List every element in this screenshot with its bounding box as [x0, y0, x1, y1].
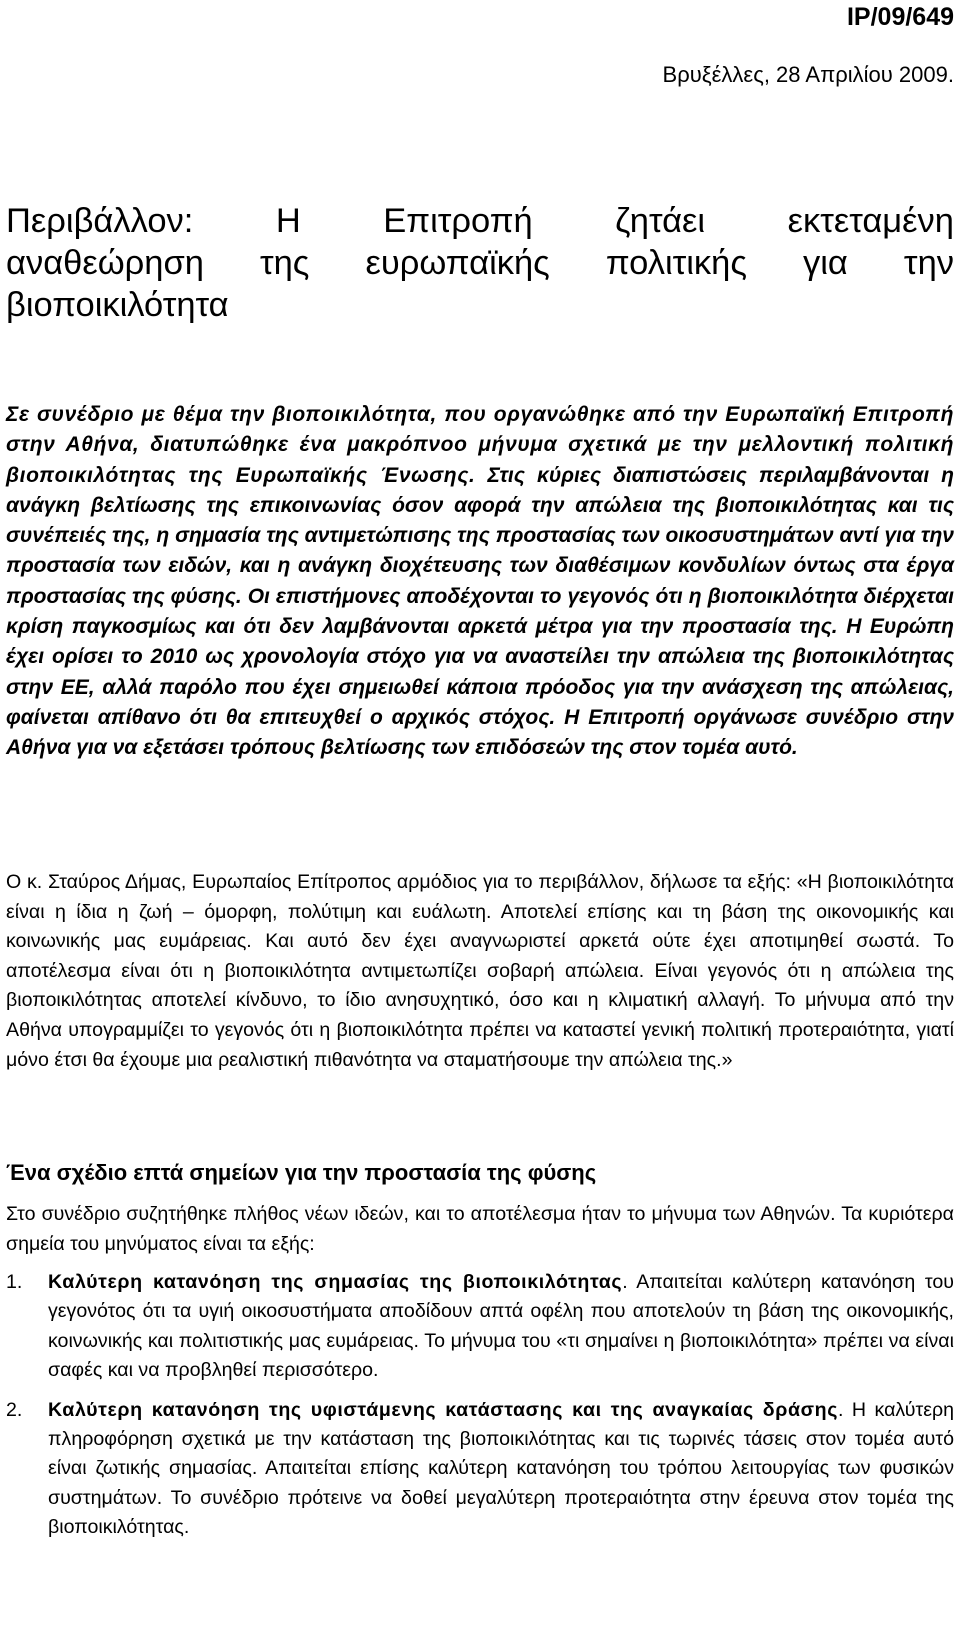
title-line-2: αναθεώρηση της ευρωπαϊκής πολιτικής για την — [6, 244, 954, 282]
section-heading: Ένα σχέδιο επτά σημείων για την προστασία της φύσης — [6, 1160, 597, 1185]
list-item — [6, 1396, 954, 1543]
list-item-heading: Καλύτερη κατανόηση της υφιστάμενης κατάστασης και της αναγκαίας δράσης — [48, 1398, 839, 1421]
list-item-text: . Η καλύτερη πληροφόρηση σχετικά με την κατάσταση της βιοποικιλότητας και τις τωρινές τάσεις στον τομέα αυτό είναι ζωτικής σημασίας. Απαιτείται επίσης καλύτερη κατανόηση του τρόπου λειτουργίας των φυσικών συστημάτων. Το συνέδριο πρότεινε να δοθεί μεγαλύτερη προτεραιότητα στην έρευνα στον τομέα της βιοποικιλότητας. — [48, 1398, 954, 1539]
list-item — [6, 1268, 954, 1386]
lead-part-1: Σε συνέδριο με θέμα την βιοποικιλότητα, που οργανώθηκε από την Ευρωπαϊκή Επιτροπή στην Αθήνα, διατυπώθηκε ένα μακρόπνοο μήνυμα σχετικά με την μελλοντική πολιτική βιοποικιλότητας της Ευρωπαϊκής Ένωσης. — [6, 403, 954, 487]
list-item-number: 2. — [6, 1398, 23, 1421]
quote-paragraph: Ο κ. Σταύρος Δήμας, Ευρωπαίος Επίτροπος αρμόδιος για το περιβάλλον, δήλωσε τα εξής: «Η βιοποικιλότητα είναι η ίδια η ζωή – όμορφη, πολύτιμη και ευάλωτη. Αποτελεί επίσης και τη βάση της οικονομικής και κοινωνικής μας ευμάρειας. Και αυτό δεν έχει αναγνωριστεί αρκετά ούτε έχει αποτιμηθεί σωστά. Το αποτέλεσμα είναι ότι η βιοποικιλότητα αντιμετωπίζει σοβαρή απώλεια. Είναι γεγονός ότι η απώλεια της βιοποικιλότητας αποτελεί κίνδυνο, το ίδιο ανησυχητικό, όσο και η κλιματική αλλαγή. Το μήνυμα από την Αθήνα υπογραμμίζει το γεγονός ότι η βιοποικιλότητα πρέπει να καταστεί γενική πολιτική προτεραιότητα, γιατί μόνο έτσι θα έχουμε μια ρεαλιστική πιθανότητα να σταματήσουμε την απώλεια της.» — [6, 871, 954, 1071]
release-date: Βρυξέλλες, 28 Απριλίου 2009. — [662, 62, 954, 87]
list-item-text: . Απαιτείται καλύτερη κατανόηση του γεγονότος ότι τα υγιή οικοσυστήματα αποδίδουν απτά οφέλη που αποτελούν τη βάση της οικονομικής, κοινωνικής και πολιτιστικής μας ευμάρειας. Το μήνυμα του «τι σημαίνει η βιοποικιλότητα» πρέπει να είναι σαφές και να προβληθεί περισσότερο. — [48, 1271, 954, 1382]
list-item-heading: Καλύτερη κατανόηση της σημασίας της βιοποικιλότητας — [48, 1271, 623, 1293]
title-line-1: Περιβάλλον: Η Επιτροπή ζητάει εκτεταμένη — [6, 202, 954, 240]
title-line-3: βιοποικιλότητα — [6, 286, 229, 324]
lead-part-2: Στις κύριες διαπιστώσεις περιλαμβάνονται η ανάγκη βελτίωσης της επικοινωνίας όσον αφορά την απώλεια της βιοποικιλότητας και τις συνέπειές της, η σημασία της αντιμετώπισης της προστασίας των οικοσυστημάτων αντί για την προστασία των ειδών, και η ανάγκη διοχέτευσης των διαθέσιμων κονδυλίων όντως στα έργα προστασίας της φύσης. Οι επιστήμονες αποδέχονται το γεγονός ότι η βιοποικιλότητα διέρχεται κρίση παγκοσμίως και ότι δεν λαμβάνονται αρκετά μέτρα για την προστασία της. Η Ευρώπη έχει ορίσει το 2010 ως χρονολογία στόχο για να αναστείλει την απώλεια της βιοποικιλότητας στην ΕΕ, αλλά παρόλο που έχει σημειωθεί κάποια πρόοδος για την ανάσχεση της απώλειας, φαίνεται απίθανο ότι θα επιτευχθεί ο αρχικός στόχος. Η Επιτροπή οργάνωσε συνέδριο στην Αθήνα για να εξετάσει τρόπους βελτίωσης των επιδόσεών της στον τομέα αυτό. — [6, 463, 954, 760]
lead-paragraph — [6, 400, 954, 764]
page-title — [6, 200, 954, 326]
section-intro: Στο συνέδριο συζητήθηκε πλήθος νέων ιδεών, και το αποτέλεσμα ήταν το μήνυμα των Αθηνών. Τα κυριότερα σημεία του μηνύματος είναι τα εξής: — [6, 1203, 954, 1255]
reference-number: IP/09/649 — [846, 3, 954, 31]
key-points-list — [6, 1268, 954, 1553]
list-item-number: 1. — [6, 1271, 23, 1293]
